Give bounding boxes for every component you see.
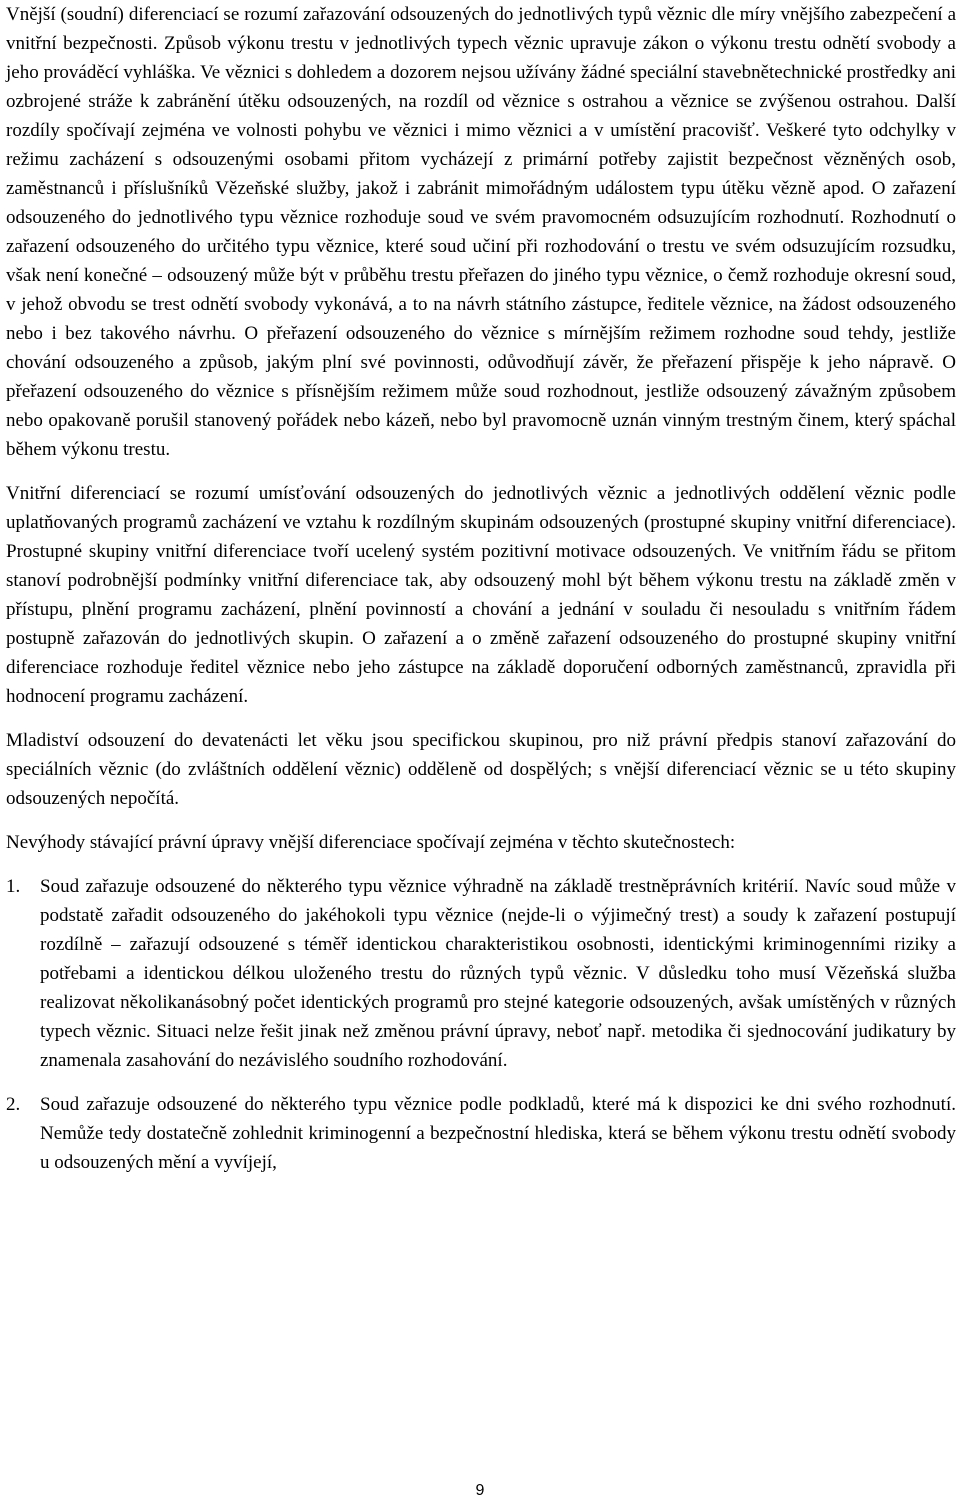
- list-item-text: Soud zařazuje odsouzené do některého typu věznice výhradně na základě trestněprávních kritérií. Navíc soud může v podstatě zařadit odsouzeného do jakéhokoli typu věznice (nejde-li o výjimečný trest) a soudy k zařazení postupují rozdílně – zařazují odsouzené s téměř identickou charakteristikou osobnosti, identickými kriminogenními riziky a potřebami a identickou délkou uloženého trestu do různých typů věznic. V důsledku toho musí Vězeňská služba realizovat několikanásobný počet identických programů pro stejné kategorie odsouzených, avšak umístěných v různých typech věznic. Situaci nelze řešit jinak než změnou právní úpravy, neboť např. metodika či sjednocování judikatury by znamenala zasahování do nezávislého soudního rozhodování.: [40, 876, 956, 1071]
- paragraph-internal-differentiation: Vnitřní diferenciací se rozumí umísťování odsouzených do jednotlivých věznic a jednotlivých oddělení věznic podle uplatňovaných programů zacházení ve vztahu k rozdílným skupinám odsouzených (prostupné skupiny vnitřní diferenciace). Prostupné skupiny vnitřní diferenciace tvoří ucelený systém pozitivní motivace odsouzených. Ve vnitřním řádu se přitom stanoví podrobnější podmínky vnitřní diferenciace tak, aby odsouzený mohl být během výkonu trestu na základě změn v přístupu, plnění programu zacházení, plnění povinností a chování a jednání v souladu či nesouladu s vnitřním řádem postupně zařazován do jednotlivých skupin. O zařazení a o změně zařazení odsouzeného do prostupné skupiny vnitřní diferenciace rozhoduje ředitel věznice nebo jeho zástupce na základě doporučení odborných zaměstnanců, zpravidla při hodnocení programu zacházení.: [6, 483, 956, 707]
- list-item-number: 1.: [6, 876, 21, 897]
- paragraph-juveniles: Mladiství odsouzení do devatenácti let věku jsou specifickou skupinou, pro niž právní předpis stanoví zařazování do speciálních věznic (do zvláštních oddělení věznic) odděleně od dospělých; s vnější diferenciací věznic se u této skupiny odsouzených nepočítá.: [6, 730, 956, 809]
- paragraph-disadvantages-intro: Nevýhody stávající právní úpravy vnější diferenciace spočívají zejména v těchto skutečnostech:: [6, 832, 736, 853]
- disadvantages-list: [6, 872, 956, 1177]
- list-item-number: 2.: [6, 1094, 21, 1115]
- list-item: [6, 1090, 956, 1177]
- list-item: [6, 872, 956, 1075]
- document-page: [6, 0, 956, 1192]
- list-item-text: Soud zařazuje odsouzené do některého typu věznice podle podkladů, které má k dispozici ke dni svého rozhodnutí. Nemůže tedy dostatečně zohlednit kriminogenní a bezpečnostní hlediska, která se během výkonu trestu odnětí svobody u odsouzených mění a vyvíjejí,: [40, 1094, 956, 1173]
- paragraph-external-differentiation: Vnější (soudní) diferenciací se rozumí zařazování odsouzených do jednotlivých typů věznic dle míry vnějšího zabezpečení a vnitřní bezpečnosti. Způsob výkonu trestu v jednotlivých typech věznic upravuje zákon o výkonu trestu odnětí svobody a jeho prováděcí vyhláška. Ve věznici s dohledem a dozorem nejsou užívány žádné speciální stavebnětechnické prostředky ani ozbrojené stráže k zabránění útěku odsouzených, na rozdíl od věznice s ostrahou a věznice se zvýšenou ostrahou. Další rozdíly spočívají zejména ve volnosti pohybu ve věznici i mimo věznici a v umístění pracovišť. Veškeré tyto odchylky v režimu zacházení s odsouzenými osobami přitom vycházejí z primární potřeby zajistit bezpečnost vězněných osob, zaměstnanců i příslušníků Vězeňské služby, jakož i zabránit mimořádným událostem typu útěku vězně apod. O zařazení odsouzeného do jednotlivého typu věznice rozhoduje soud ve svém pravomocném odsuzujícím rozhodnutí. Rozhodnutí o zařazení odsouzeného do určitého typu věznice, které soud učiní při rozhodování o trestu ve svém odsuzujícím rozsudku, však není konečné – odsouzený může být v průběhu trestu přeřazen do jiného typu věznice, o čemž rozhoduje okresní soud, v jehož obvodu se trest odnětí svobody vykonává, a to na návrh státního zástupce, ředitele věznice, na žádost odsouzeného nebo i bez takového návrhu. O přeřazení odsouzeného do věznice s mírnějším režimem rozhodne soud tehdy, jestliže chování odsouzeného a způsob, jakým plní své povinnosti, odůvodňují závěr, že přeřazení přispěje k jeho nápravě. O přeřazení odsouzeného do věznice s přísnějším režimem může soud rozhodnout, jestliže odsouzený závažným způsobem nebo opakovaně porušil stanovený pořádek nebo kázeň, nebo byl pravomocně uznán vinným trestným činem, který spáchal během výkonu trestu.: [6, 4, 956, 460]
- page-number: 9: [475, 1482, 485, 1499]
